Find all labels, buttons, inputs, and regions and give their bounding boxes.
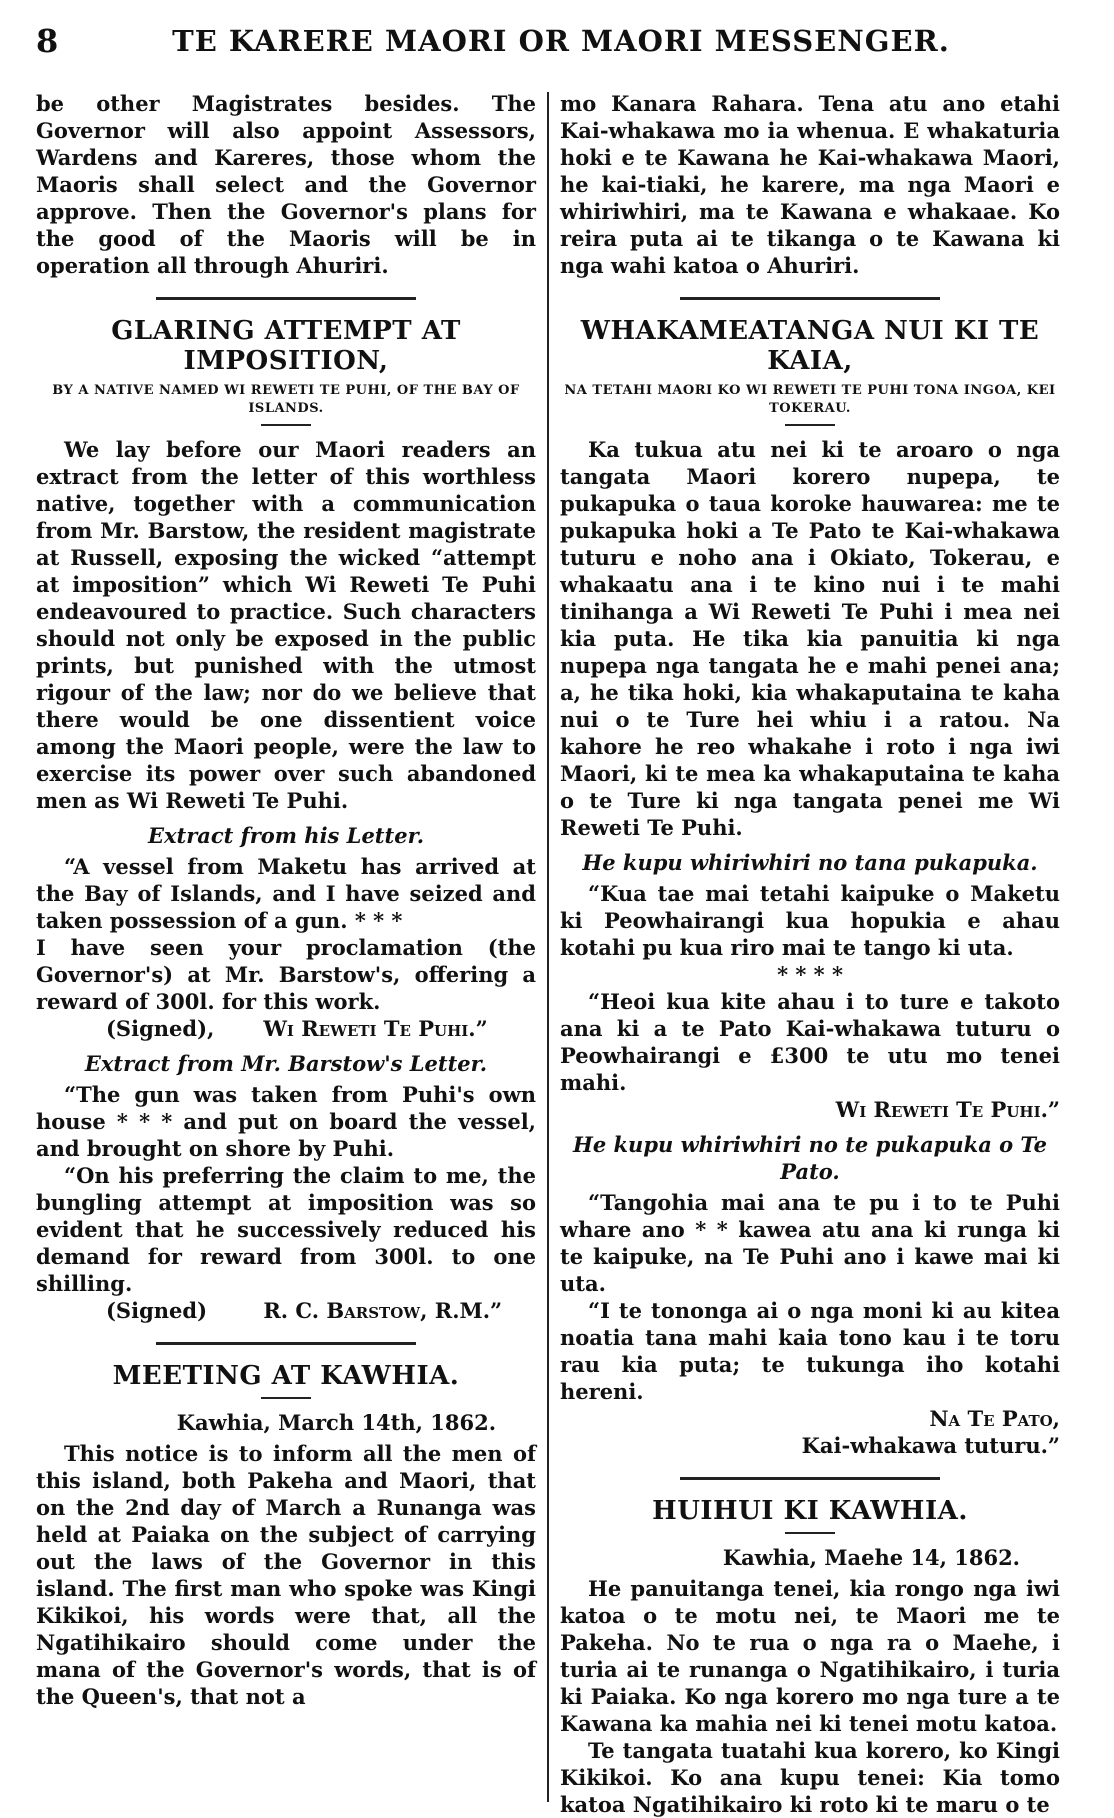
left-extract2-heading: Extract from Mr. Barstow's Letter.	[84, 1051, 488, 1076]
right-article1-body: Ka tukua atu nei ki te aroaro o nga tangata Maori korero nupepa, te pukapuka o taua koroke hauwarea: me te pukapuka hoki a Te Pato te Kai-whakawa tuturu e noho ana i Okiato, Tokerau, e whakaatu ana i te kino nui i te mahi tinihanga a Wi Reweti Te Puhi i mea nei kia puta. He tika kia panuitia ki nga nupepa nga tangata he e mahi penei ana; a, he tika hoki, kia whakaputaina te kaha nui o te Ture hei whiu i a ratou. Na kahore he reo whakahe i roto i nga iwi Maori, ki te mea ka whakaputaina te kaha o te Ture ki nga tangata penei me Wi Reweti Te Puhi.	[560, 437, 1060, 840]
right-extract2-p2: “I te tononga ai o nga moni ki au kitea noatia tana mahi kaia tono kau i te toru rau kia puta; te tukunga iho kotahi hereni.	[560, 1298, 1060, 1404]
right-article1-subtitle: NA TETAHI MAORI KO WI REWETI TE PUHI TONA INGOA, KEI TOKERAU.	[564, 383, 1056, 416]
page-number: 8	[36, 22, 59, 60]
short-rule	[785, 424, 835, 426]
left-extract1-p2: I have seen your proclamation (the Governor's) at Mr. Barstow's, offering a reward of 300l. for this work.	[36, 935, 536, 1014]
right-article1-title: WHAKAMEATANGA NUI KI TE KAIA,	[580, 316, 1040, 376]
left-article1-title: GLARING ATTEMPT AT IMPOSITION,	[111, 316, 461, 376]
right-extract2-signature-name: Na Te Pato,	[929, 1406, 1060, 1431]
right-extract1-heading: He kupu whiriwhiri no tana pukapuka.	[582, 850, 1038, 875]
left-extract2-p1: “The gun was taken from Puhi's own house * * * and put on board the vessel, and brought on shore by Puhi.	[36, 1082, 536, 1161]
left-article2-body: This notice is to inform all the men of this island, both Pakeha and Maori, that on the 2nd day of March a Runanga was held at Paiaka on the subject of carrying out the laws of the Governor in this island. The first man who spoke was Kingi Kikikoi, his words were that, all the Ngatihikairo should come under the mana of the Governor's words, that is of the Queen's, that not a	[36, 1441, 536, 1709]
right-intro-paragraph: mo Kanara Rahara. Tena atu ano etahi Kai-whakawa mo ia whenua. E whakaturia hoki e te Kawana he Kai-whakawa Maori, he kai-tiaki, he karere, ma nga Maori e whiriwhiri, ma te Kawana e whakaae. Ko reira puta ai te tikanga o te Kawana ki nga wahi katoa o Ahuriri.	[560, 91, 1060, 278]
right-article2-body1: He panuitanga tenei, kia rongo nga iwi katoa o te motu nei, te Maori me te Pakeha. No te rua o nga ra o Maehe, i turia ai te runanga o Ngatihikairo, i turia ki Paiaka. Ko nga korero mo nga ture a te Kawana ka mahia nei ki tenei motu katoa.	[560, 1576, 1060, 1736]
right-extract2-p1: “Tangohia mai ana te pu i to te Puhi whare ano * * kawea atu ana ki runga ki te kaipuke, na Te Puhi ano i kawe mai ki uta.	[560, 1190, 1060, 1296]
section-rule	[156, 1342, 416, 1345]
section-rule	[680, 297, 940, 300]
right-column	[560, 90, 1060, 1818]
signature-name: Wi Reweti Te Puhi.”	[263, 1016, 488, 1041]
section-rule	[680, 1477, 940, 1480]
right-extract2-heading: He kupu whiriwhiri no te pukapuka o Te Pato.	[572, 1132, 1048, 1184]
right-article2-dateline: Kawhia, Maehe 14, 1862.	[722, 1545, 1020, 1570]
right-extract1-signature: Wi Reweti Te Puhi.”	[835, 1097, 1060, 1122]
left-article2-title: MEETING AT KAWHIA.	[112, 1361, 460, 1391]
left-intro-paragraph: be other Magistrates besides. The Governor will also appoint Assessors, Wardens and Kareres, those whom the Maoris shall select and the Governor approve. Then the Governor's plans for the good of the Maoris will be in operation all through Ahuriri.	[36, 91, 536, 278]
left-extract1-heading: Extract from his Letter.	[147, 823, 425, 848]
left-extract2-p2: “On his preferring the claim to me, the bungling attempt at imposition was so evident that he successively reduced his demand for reward from 300l. to one shilling.	[36, 1163, 536, 1296]
left-extract2-signature	[36, 1297, 536, 1324]
right-extract2-signature-title: Kai-whakawa tuturu.”	[801, 1433, 1060, 1458]
left-article2-dateline: Kawhia, March 14th, 1862.	[176, 1410, 496, 1435]
short-rule	[261, 1397, 311, 1399]
right-extract1-stars: * * * *	[777, 962, 843, 987]
right-article2-body2: Te tangata tuatahi kua korero, ko Kingi Kikikoi. Ko ana kupu tenei: Kia tomo katoa Ngatihikairo ki roto ki te maru o te	[560, 1738, 1060, 1817]
left-extract1-p1: “A vessel from Maketu has arrived at the Bay of Islands, and I have seized and taken possession of a gun. * * *	[36, 854, 536, 933]
signed-label: (Signed)	[106, 1298, 208, 1323]
newspaper-title: TE KARERE MAORI OR MAORI MESSENGER.	[172, 24, 950, 58]
left-column	[36, 90, 536, 1710]
right-article2-title: HUIHUI KI KAWHIA.	[652, 1496, 968, 1526]
left-article1-subtitle: BY A NATIVE NAMED WI REWETI TE PUHI, OF THE BAY OF ISLANDS.	[52, 383, 520, 416]
left-article1-body: We lay before our Maori readers an extract from the letter of this worthless native, together with a communication from Mr. Barstow, the resident magistrate at Russell, exposing the wicked “attempt at imposition” which Wi Reweti Te Puhi endeavoured to practice. Such characters should not only be exposed in the public prints, but punished with the utmost rigour of the law; nor do we believe that there would be one dissentient voice among the Maori people, were the law to exercise its power over such abandoned men as Wi Reweti Te Puhi.	[36, 437, 536, 813]
section-rule	[156, 297, 416, 300]
page-header	[36, 22, 1086, 62]
left-extract1-signature	[36, 1015, 536, 1042]
signature-name: R. C. Barstow, R.M.”	[263, 1298, 503, 1323]
column-divider	[547, 92, 549, 1802]
right-extract1-p2: “Heoi kua kite ahau i to ture e takoto ana ki a te Pato Kai-whakawa tuturu o Peowhairangi e £300 te utu mo tenei mahi.	[560, 989, 1060, 1095]
short-rule	[785, 1532, 835, 1534]
short-rule	[261, 424, 311, 426]
signed-label: (Signed),	[106, 1016, 215, 1041]
right-extract1-p1: “Kua tae mai tetahi kaipuke o Maketu ki Peowhairangi kua hopukia e ahau kotahi pu kua riro mai te tango ki uta.	[560, 881, 1060, 960]
